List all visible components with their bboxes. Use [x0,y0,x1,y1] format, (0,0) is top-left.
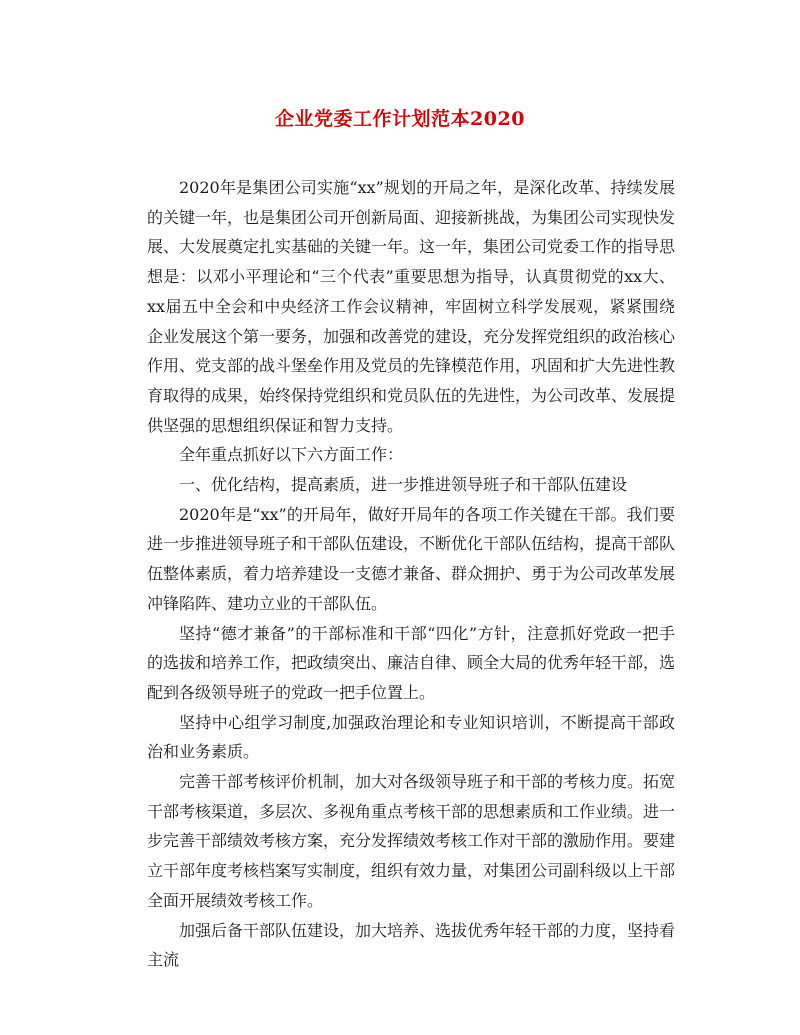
paragraph-study-system: 坚持中心组学习制度,加强政治理论和专业知识培训，不断提高干部政治和业务素质。 [147,712,675,762]
paragraph-reserve-cadres: 加强后备干部队伍建设，加大培养、选拔优秀年轻干部的力度，坚持看主流 [147,920,676,970]
paragraph-cadre-building: 2020年是“xx”的开局年，做好开局年的各项工作关键在干部。我们要进一步推进领导班子和干部队伍建设，不断优化干部队伍结构，提高干部队伍整体素质，着力培养建设一支德才兼备、群众拥护、勇于为公司改革发展冲锋陷阵、建功立业的干部队伍。 [147,504,676,613]
document-body [147,173,675,975]
paragraph-cadre-standard: 坚持“德才兼备”的干部标准和干部“四化”方针，注意抓好党政一把手的选拔和培养工作，把政绩突出、廉洁自律、顾全大局的优秀年轻干部，选配到各级领导班子的党政一把手位置上。 [147,623,676,702]
paragraph-six-aspects: 全年重点抓好以下六方面工作： [179,445,404,465]
paragraph-intro: 2020年是集团公司实施“xx”规划的开局之年，是深化改革、持续发展的关键一年，也是集团公司开创新局面、迎接新挑战，为集团公司实现快发展、大发展奠定扎实基础的关键一年。这一年，集团公司党委工作的指导思想是：以邓小平理论和“三个代表”重要思想为指导，认真贯彻党的xx大、xx届五中全会和中央经济工作会议精神，牢固树立科学发展观，紧紧围绕企业发展这个第一要务，加强和改善党的建设，充分发挥党组织的政治核心作用、党支部的战斗堡垒作用及党员的先锋模范作用，巩固和扩大先进性教育取得的成果，始终保持党组织和党员队伍的先进性，为公司改革、发展提供坚强的思想组织保证和智力支持。 [147,178,676,435]
section-heading-1: 一、优化结构，提高素质，进一步推进领导班子和干部队伍建设 [179,475,628,495]
paragraph-evaluation: 完善干部考核评价机制，加大对各级领导班子和干部的考核力度。拓宽干部考核渠道，多层次、多视角重点考核干部的思想素质和工作业绩。进一步完善干部绩效考核方案，充分发挥绩效考核工作对干部的激励作用。要建立干部年度考核档案写实制度，组织有效力量，对集团公司副科级以上干部全面开展绩效考核工作。 [147,772,676,910]
document-title: 企业党委工作计划范本2020 [275,108,525,130]
